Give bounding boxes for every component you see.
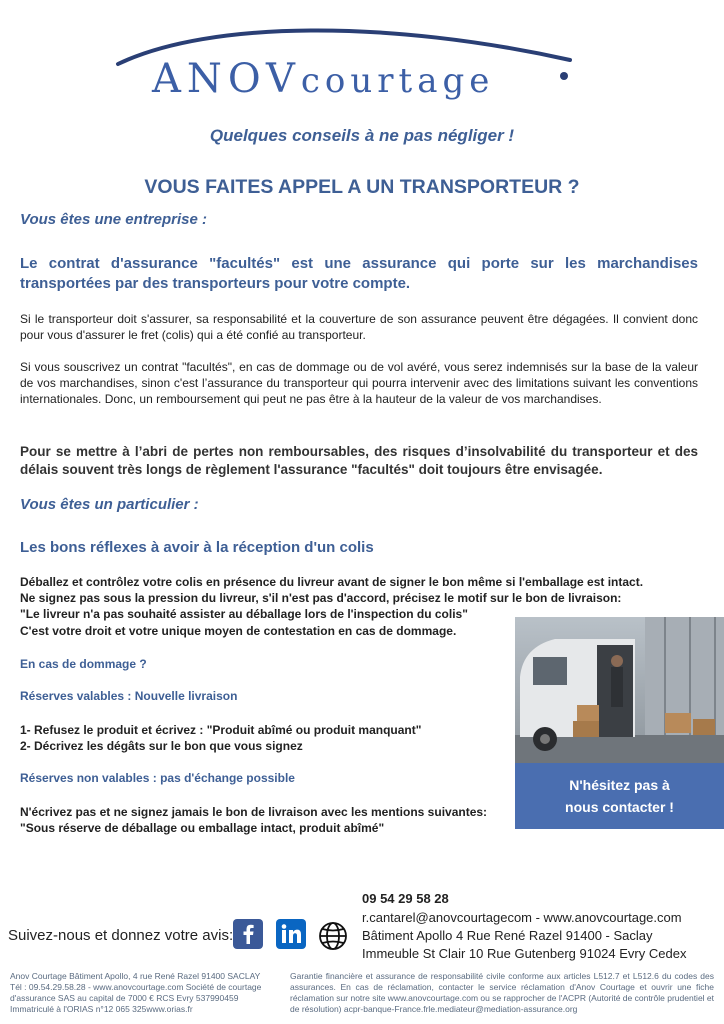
legal-company-info [10,971,280,1015]
contact-callout-line: nous contacter ! [565,799,674,815]
reflex-line: "Le livreur n'a pas souhaité assister au déballage lors de l'inspection du colis" [20,607,468,621]
lead-paragraph: Le contrat d'assurance "facultés" est une assurance qui porte sur les marchandises transportées par des transporteurs pour votre compte. [20,255,698,292]
legal-line: Anov Courtage Bâtiment Apollo, 4 rue René Razel 91400 SACLAY [10,971,261,981]
logo-text-main: ANOV [152,56,301,102]
reflex-line: C'est votre droit et votre unique moyen de contestation en cas de dommage. [20,624,457,638]
address-evry: Immeuble St Clair 10 Rue Gutenberg 91024 Evry Cedex [362,946,687,961]
globe-icon[interactable] [318,921,348,951]
heading-particulier: Vous êtes un particulier : [20,496,199,513]
company-logo [90,12,590,122]
paragraph-facultes: Si vous souscrivez un contrat "facultés", en cas de dommage ou de vol avéré, vous serez indemnisés sur la base de la valeur de vos marchandises, sinon c'est l’assurance du transporteur qui pourra intervenir avec des limitations suivant les conventions internationales. Donc, un remboursement qui peut ne pas être à la hauteur de la valeur de vos marchandises. [20,360,698,406]
legal-line: d'assurance SAS au capital de 7000 € RCS Evry 537990459 [10,993,239,1003]
damage-heading: En cas de dommage ? [20,657,147,671]
invalid-reserves-heading: Réserves non valables : pas d'échange possible [20,771,295,785]
invalid-reserve-line: N'écrivez pas et ne signez jamais le bon de livraison avec les mentions suivantes: [20,805,488,819]
logo-text-sub: courtage [300,61,495,101]
linkedin-icon[interactable] [276,919,306,949]
invalid-reserve-line: "Sous réserve de déballage ou emballage intact, produit abîmé" [20,821,385,835]
tagline: Quelques conseils à ne pas négliger ! [209,126,515,145]
contact-callout[interactable] [515,763,724,829]
valid-reserve-item: 1- Refusez le produit et écrivez : "Produit abîmé ou produit manquant" [20,723,422,737]
page-title: VOUS FAITES APPEL A UN TRANSPORTEUR ? [144,176,580,198]
delivery-van-photo [515,617,724,763]
subtitle-reflexes: Les bons réflexes à avoir à la réception d'un colis [20,539,374,556]
reflex-line: Ne signez pas sous la pression du livreur, s'il n'est pas d'accord, précisez le motif sur le bon de livraison: [20,591,622,605]
phone-number[interactable]: 09 54 29 58 28 [362,891,449,906]
social-prompt: Suivez-nous et donnez votre avis: [8,927,234,944]
paragraph-transporteur: Si le transporteur doit s'assurer, sa responsabilité et la couverture de son assurance peuvent être dégagées. Il convient donc pour vous d'assurer le fret (colis) qui a été confié au transporteur. [20,312,698,342]
email-website[interactable]: r.cantarel@anovcourtagecom - www.anovcourtage.com [362,910,682,925]
contact-callout-line: N'hésitez pas à [569,777,670,793]
heading-entreprise: Vous êtes une entreprise : [20,211,208,228]
facebook-icon[interactable] [233,919,263,949]
reflex-line: Déballez et contrôlez votre colis en présence du livreur avant de signer le bon même si l'emballage est intact. [20,575,644,589]
address-saclay: Bâtiment Apollo 4 Rue René Razel 91400 - Saclay [362,928,653,943]
valid-reserve-item: 2- Décrivez les dégâts sur le bon que vous signez [20,739,303,753]
valid-reserves-heading: Réserves valables : Nouvelle livraison [20,689,238,703]
legal-guarantee-info: Garantie financière et assurance de responsabilité civile conforme aux articles L512.7 et L512.6 du codes des assurances. En cas de réclamation, contacter le service réclamation d'Anov Courtage et ouvrir une fiche réclamation sur notre site www.anovcourtage.com ou se rapprocher de l'ACPR (Autorité de contrôle prudentiel et de résolution) acpr-banque-France.frle.mediateur@mediation-assurance.org [290,971,715,1014]
paragraph-abri: Pour se mettre à l’abri de pertes non remboursables, des risques d’insolvabilité du transporteur et des délais souvent très longs de règlement l'assurance "facultés" doit toujours être envisagée. [20,444,698,477]
legal-line: Tél : 09.54.29.58.28 - www.anovcourtage.com Société de courtage [10,982,262,992]
legal-line: Immatriculé à l'ORIAS n°12 065 325www.orias.fr [10,1004,193,1014]
